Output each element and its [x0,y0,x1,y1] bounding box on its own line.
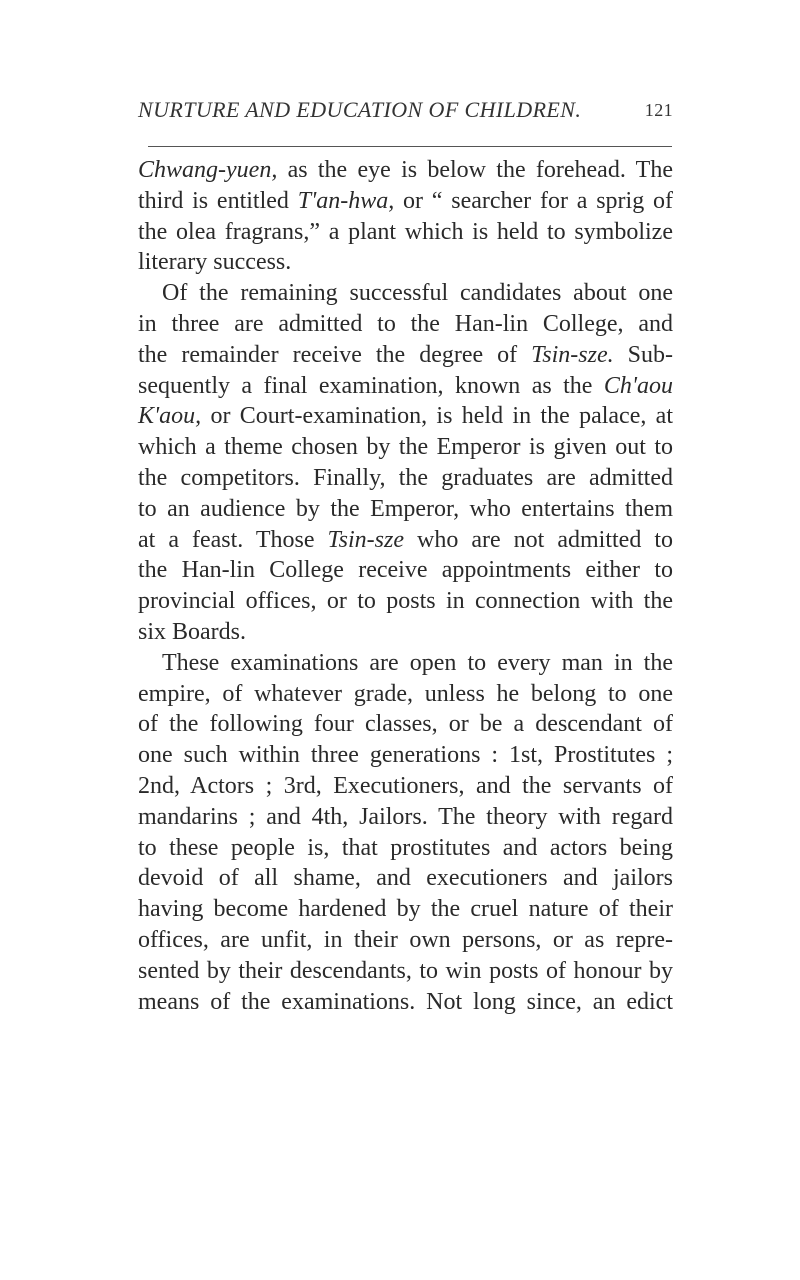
text-line [138,956,673,987]
text-segment: Of the remaining successful candidates about one [162,280,673,307]
text-line [138,802,673,833]
text-line [138,309,673,340]
text-line [138,648,673,679]
text-line [138,617,673,648]
text-segment: to an audience by the Emperor, who entertains them [138,495,673,522]
text-segment: empire, of whatever grade, unless he belong to one [138,680,673,707]
text-segment: literary success. [138,249,292,276]
text-line [138,987,673,1018]
text-segment: as the eye is below the forehead. The [277,157,673,183]
text-line [138,771,673,802]
text-line [138,709,673,740]
text-line [138,740,673,771]
text-segment: having become hardened by the cruel nature of their [138,896,673,923]
text-line [138,463,673,494]
italic-term: Tsin-sze. [531,341,614,368]
text-segment: or Court-examination, is held in the palace, at [201,403,673,430]
page-number: 121 [644,100,673,120]
text-line [138,525,673,556]
text-line [138,833,673,864]
text-line [138,371,673,402]
text-segment: the olea fragrans,” a plant which is held to symbolize [138,218,673,245]
text-segment: or “ searcher for a sprig of [394,187,673,214]
text-line [138,586,673,617]
italic-term: Tsin-sze [327,526,405,553]
text-segment: six Boards. [138,618,246,645]
text-line [138,401,673,432]
text-line [138,247,673,278]
text-line [138,217,673,248]
italic-term: Chwang-yuen, [138,157,278,183]
text-line [138,340,673,371]
running-title: NURTURE AND EDUCATION OF CHILDREN. [138,97,582,122]
text-segment: at a feast. Those [138,526,328,553]
text-segment: sequently a final examination, known as the [138,372,604,399]
text-segment: 2nd, Actors ; 3rd, Executioners, and the servants of [138,772,673,799]
text-segment: one such within three generations : 1st, Prostitutes ; [138,742,673,769]
text-line [138,155,673,186]
text-line [138,432,673,463]
text-line [138,925,673,956]
text-line [138,494,673,525]
body-text [138,155,673,1017]
text-line [138,863,673,894]
text-segment: the remainder receive the degree of [138,341,532,368]
text-segment: the competitors. Finally, the graduates are admitted [138,464,673,491]
text-segment: Sub- [613,341,673,368]
text-segment: provincial offices, or to posts in connection with the [138,588,673,615]
text-segment: third is entitled [138,187,298,214]
text-segment: to these people is, that prostitutes and actors being [138,834,673,861]
text-segment: in three are admitted to the Han-lin College, and [138,310,673,337]
text-segment: who are not admitted to [404,526,673,553]
text-line [138,679,673,710]
text-line [138,278,673,309]
text-segment: the Han-lin College receive appointments either to [138,557,673,584]
text-segment: sented by their descendants, to win posts of honour by [138,957,673,984]
text-segment: offices, are unfit, in their own persons, or as repre- [138,926,673,953]
text-segment: mandarins ; and 4th, Jailors. The theory with regard [138,803,673,830]
text-segment: of the following four classes, or be a descendant of [138,711,673,738]
italic-term: K'aou, [138,403,202,430]
italic-term: T'an-hwa, [297,187,395,214]
text-line [138,186,673,217]
text-segment: devoid of all shame, and executioners and jailors [138,865,673,892]
running-head [138,97,673,137]
text-segment: which a theme chosen by the Emperor is given out to [138,434,673,461]
text-line [138,555,673,586]
text-line [138,894,673,925]
header-rule [148,146,672,147]
text-segment: These examinations are open to every man in the [162,649,673,676]
italic-term: Ch'aou [603,372,673,399]
text-segment: means of the examinations. Not long since, an edict [138,988,673,1015]
